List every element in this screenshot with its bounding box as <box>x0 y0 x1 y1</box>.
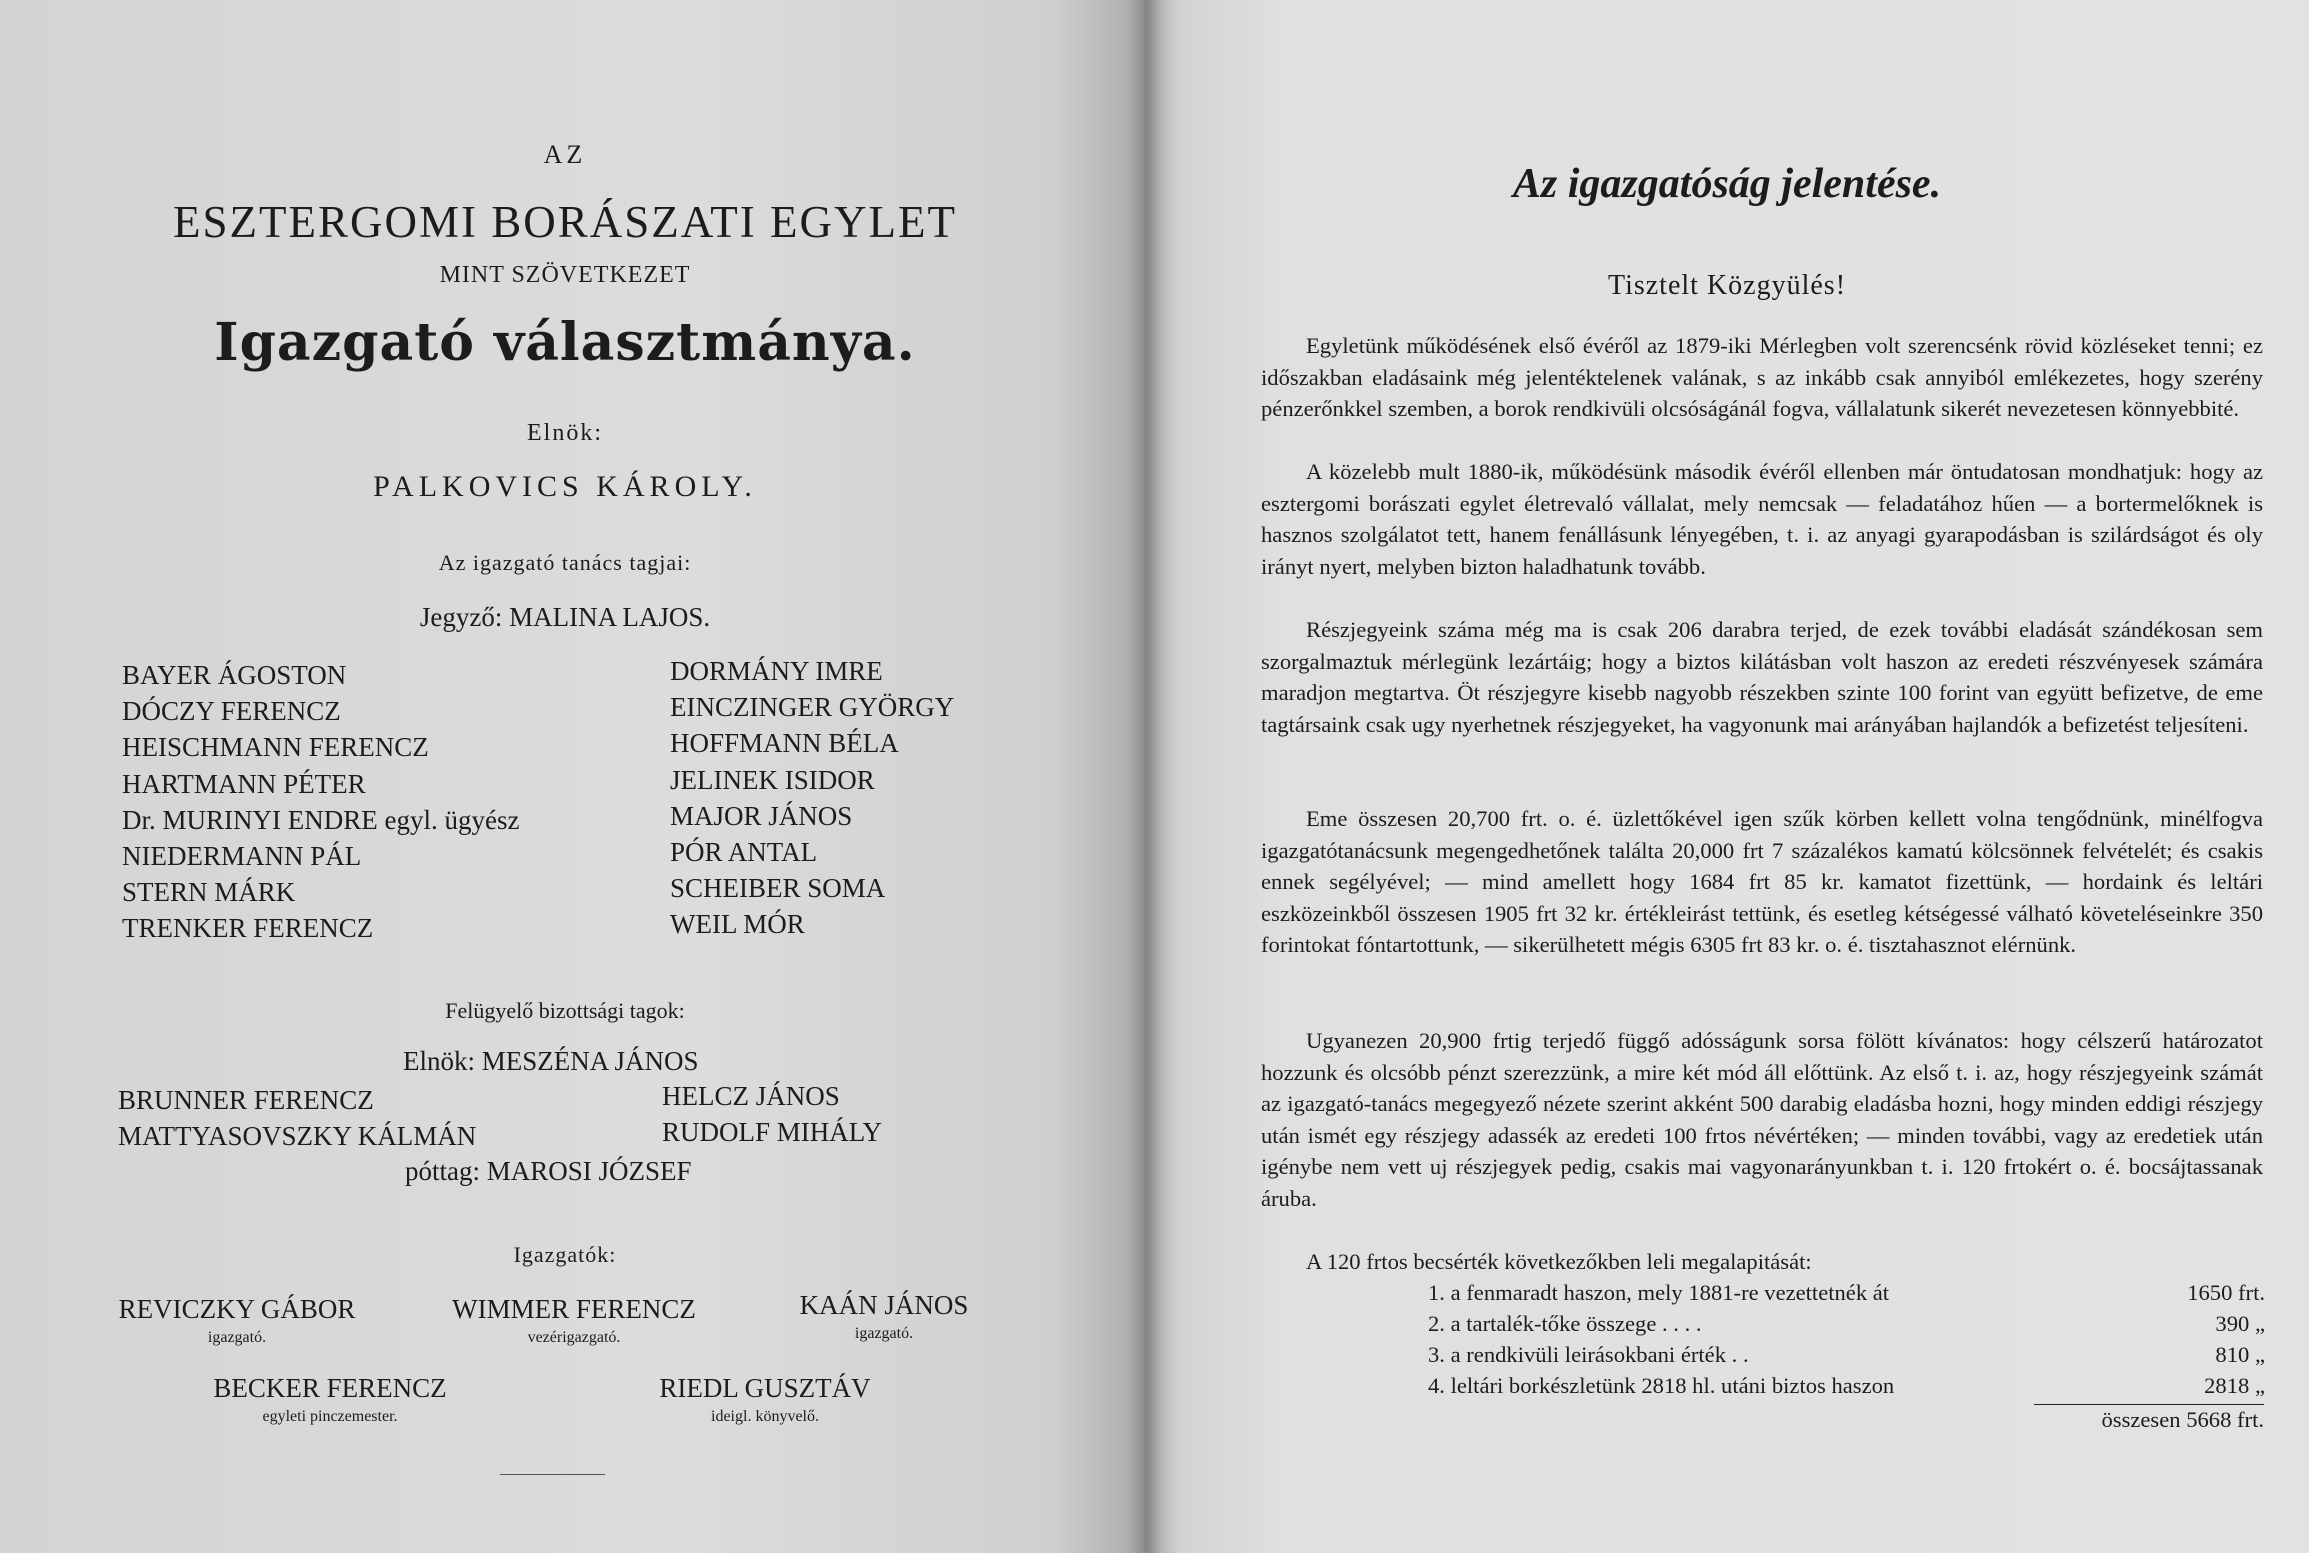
director-role: vezérigazgató. <box>527 1329 621 1346</box>
book-gutter <box>1128 0 1162 1553</box>
member-name: STERN MÁRK <box>122 877 296 908</box>
members-left-column <box>122 657 519 947</box>
director-role: egyleti pinczemester. <box>262 1408 398 1425</box>
director-role: igazgató. <box>207 1329 267 1346</box>
valuation-item-value: 1650 frt. <box>2187 1280 2265 1305</box>
member-name: HOFFMANN BÉLA <box>670 728 899 759</box>
supervisory-right-column <box>662 1078 882 1150</box>
director-role: ideigl. könyvelő. <box>711 1408 819 1425</box>
member-name: PÓR ANTAL <box>670 837 818 868</box>
valuation-item-text: 2. a tartalék-tőke összege . . . . <box>1428 1311 1702 1336</box>
member-name: SCHEIBER SOMA <box>670 873 886 904</box>
closing-rule <box>500 1474 605 1475</box>
supervisory-left-column <box>118 1082 476 1154</box>
list-intro: A 120 frtos becsérték következőkben leli megalapitását: <box>1306 1249 1812 1274</box>
member-name: Dr. MURINYI ENDRE egyl. ügyész <box>122 804 520 835</box>
director-entry <box>424 1294 724 1347</box>
member-name: TRENKER FERENCZ <box>122 913 374 944</box>
director-name: KAÁN JÁNOS <box>799 1290 969 1320</box>
valuation-item-value: 390 „ <box>2215 1311 2265 1336</box>
director-name: BECKER FERENCZ <box>213 1373 447 1403</box>
valuation-total: összesen 5668 frt. <box>2101 1407 2264 1432</box>
valuation-item-text: 1. a fenmaradt haszon, mely 1881-re vezettetnék át <box>1428 1280 1890 1305</box>
valuation-item-value: 2818 „ <box>2204 1373 2265 1398</box>
report-paragraph: A közelebb mult 1880-ik, működésünk második évéről ellenben már öntudatosan mondhatjuk: hogy az esztergomi borászati egylet életrevaló vállalat, mely nemcsak — feladatához hűen — a bortermelőknek is hasznos szolgálatot tett, hanem fenállásunk lényegében, t. i. az anyagi gyarapodásban is szilárdságot és oly irányt nyert, melyben bizton haladhatunk tovább. <box>1261 459 2263 579</box>
report-paragraph: Eme összesen 20,700 frt. o. é. üzlettőkével igen szűk körben kellett volna tengődnünk, minélfogva igazgatótanácsunk megengedhetőnek találta 20,000 frt 7 százalékos kamatú kölcsönnek felvételét; és csakis ennek segélyével; — mind amellett hogy 1684 frt 85 kr. kamatot fizettünk, — hordaink és leltári eszközeinkből összesen 1905 frt 32 kr. értékleirást tettünk, és esetleg kétségessé válható követeléseinkre 350 forintokat fóntartottunk, — sikerülhetett mégis 6305 frt 83 kr. o. é. tisztahasznot elérnünk. <box>1261 806 2263 958</box>
supervisor-name: RUDOLF MIHÁLY <box>662 1117 883 1147</box>
member-name: BAYER ÁGOSTON <box>122 660 347 690</box>
az-label: AZ <box>543 140 587 169</box>
members-right-column <box>670 653 954 943</box>
sum-rule <box>2034 1404 2264 1405</box>
director-entry <box>640 1373 890 1426</box>
director-role: igazgató. <box>854 1325 914 1342</box>
supervisor-name: HELCZ JÁNOS <box>662 1081 840 1111</box>
secretary-line: Jegyző: MALINA LAJOS. <box>419 602 711 632</box>
valuation-item-text: 4. leltári borkészletünk 2818 hl. utáni biztos haszon <box>1428 1373 1895 1398</box>
member-name: EINCZINGER GYÖRGY <box>670 692 955 723</box>
president-name: PALKOVICS KÁROLY. <box>373 470 757 503</box>
member-name: DORMÁNY IMRE <box>670 656 883 686</box>
valuation-item-text: 3. a rendkivüli leirásokbani érték . . <box>1428 1342 1749 1367</box>
director-entry <box>200 1373 460 1426</box>
salutation: Tisztelt Közgyülés! <box>1607 270 1847 301</box>
director-entry <box>774 1290 994 1343</box>
supervisory-chair: Elnök: MESZÉNA JÁNOS <box>403 1046 699 1076</box>
member-name: WEIL MÓR <box>670 909 805 940</box>
left-page <box>0 0 1145 1553</box>
council-label: Az igazgató tanács tagjai: <box>438 550 692 575</box>
directors-label: Igazgatók: <box>513 1242 617 1267</box>
valuation-item-value: 810 „ <box>2215 1342 2265 1367</box>
substitute-member: póttag: MAROSI JÓZSEF <box>405 1156 692 1186</box>
association-title: ESZTERGOMI BORÁSZATI EGYLET <box>173 197 957 247</box>
supervisory-label: Felügyelő bizottsági tagok: <box>445 998 685 1023</box>
board-heading: Igazgató választmánya. <box>214 312 916 373</box>
member-name: HARTMANN PÉTER <box>122 768 366 799</box>
member-name: MAJOR JÁNOS <box>670 800 853 831</box>
right-page <box>1145 0 2309 1553</box>
director-name: REVICZKY GÁBOR <box>118 1294 356 1324</box>
report-title: Az igazgatóság jelentése. <box>1512 161 1942 207</box>
director-name: RIEDL GUSZTÁV <box>659 1373 871 1403</box>
member-name: NIEDERMANN PÁL <box>122 841 362 872</box>
member-name: JELINEK ISIDOR <box>670 764 875 795</box>
report-paragraph: Részjegyeink száma még ma is csak 206 darabra terjed, de ezek további eladását szándékosan sem szorgalmaztuk mérlegünk lezártáig; hogy a biztos kilátásban volt haszon az eredeti részvényesek számára maradjon megtartva. Öt részjegyre kisebb nagyobb részekben szinte 100 forint van együtt befizetve, de eme tagtársaink csak ugy nyerhetnek részjegyeket, ha vagyonunk mai arányában hajlandók a befizetést teljesíteni. <box>1261 617 2263 737</box>
director-entry <box>112 1294 362 1347</box>
supervisor-name: BRUNNER FERENCZ <box>118 1085 374 1115</box>
association-subtitle: MINT SZÖVETKEZET <box>439 262 691 288</box>
president-label: Elnök: <box>527 420 603 446</box>
report-paragraph: Egyletünk működésének első évéről az 1879-iki Mérlegben volt szerencsénk rövid közléseket tenni; ez időszakban eladásaink még jelentéktelenek valának, s az inkább csak annyiból emlékezetes, hogy szerény pénzerőnkkel szemben, a borok rendkivüli olcsóságánál fogva, vállalatunk sikerét nevezetesen könnyebbité. <box>1261 333 2263 422</box>
director-name: WIMMER FERENCZ <box>452 1294 696 1324</box>
report-paragraph: Ugyanezen 20,900 frtig terjedő függő adósságunk sorsa fölött kívánatos: hogy célszerű határozatot hozzunk és olcsóbb pénzt szerezzünk, a mire két mód áll előttünk. Az első t. i. az, hogy részjegyeink számát az igazgató-tanács megegyező nézete szerint akként 500 darabig eladásba hozni, hogy minden eddigi részjegy után ismét egy részjegy adassék az eredeti 100 frtos névértéken; — minden további, vagy az eredetiek után igénybe nem vett uj részjegyek pedig, csakis mai vagyonarányunkban t. i. 120 frtokért o. é. bocsájtassanak áruba. <box>1261 1028 2263 1211</box>
member-name: HEISCHMANN FERENCZ <box>122 732 429 763</box>
supervisor-name: MATTYASOVSZKY KÁLMÁN <box>118 1121 477 1151</box>
member-name: DÓCZY FERENCZ <box>122 696 341 727</box>
